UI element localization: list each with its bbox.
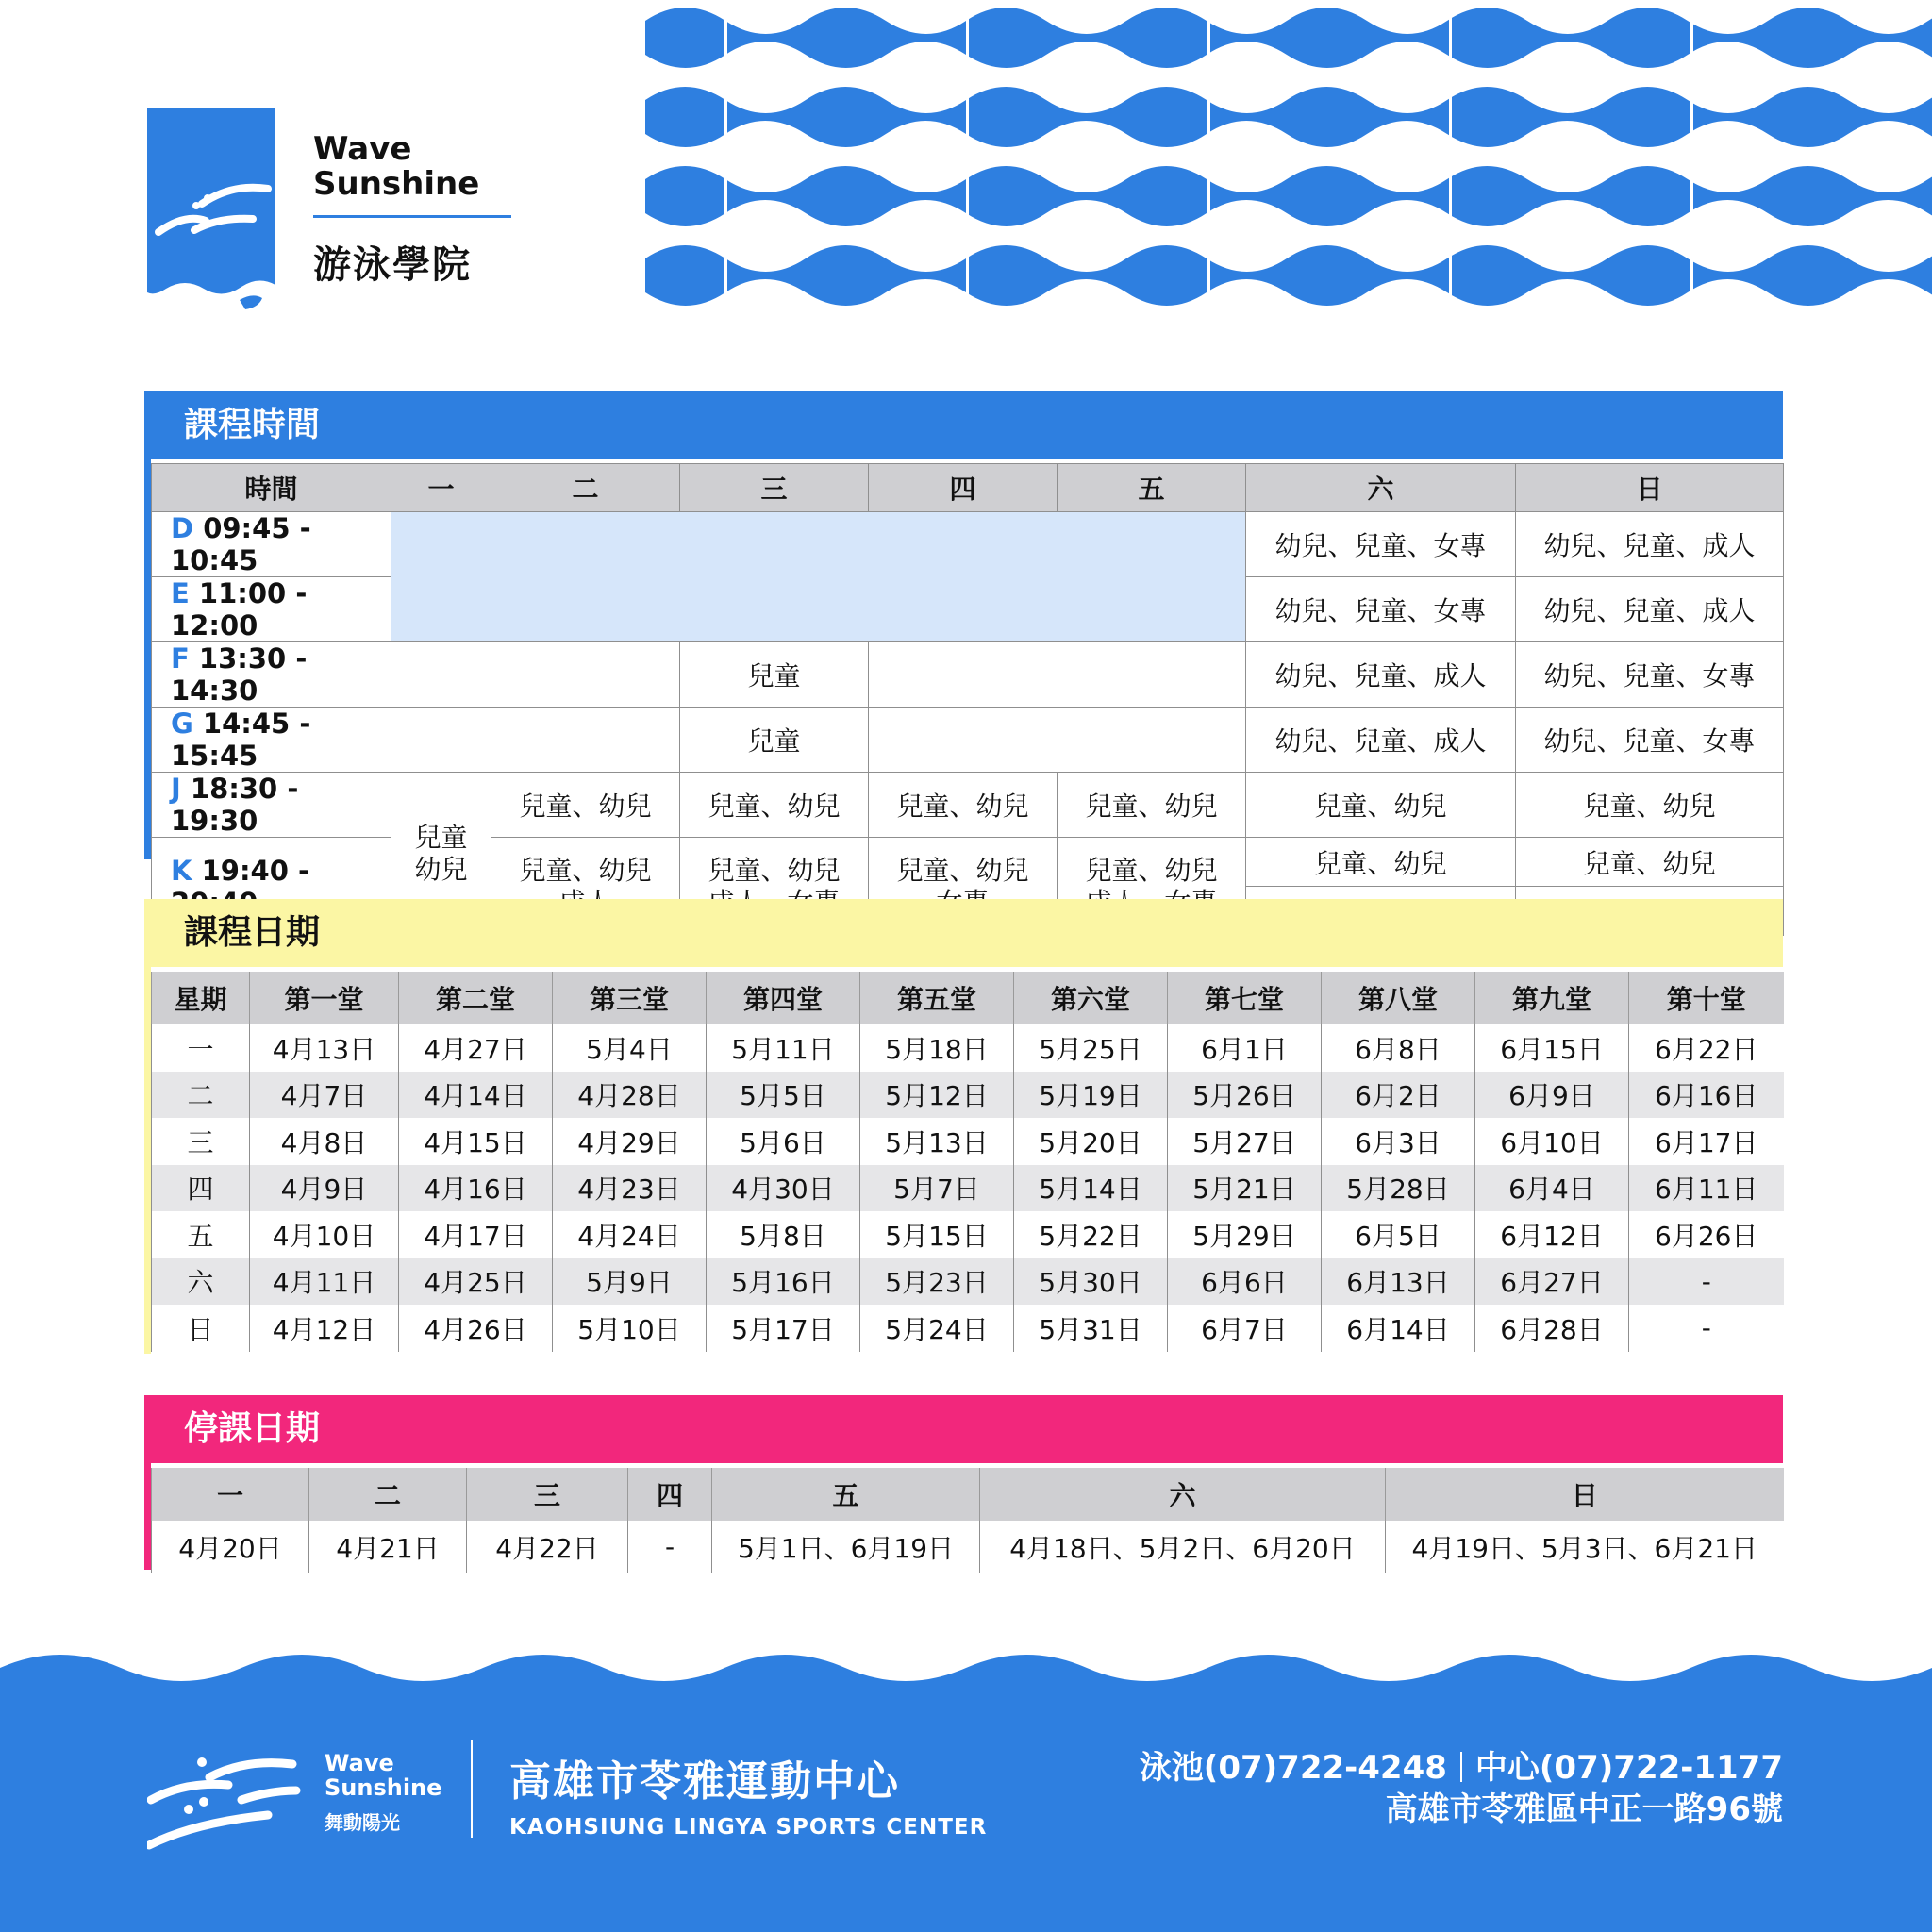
date-cell: 6月13日: [1322, 1258, 1475, 1306]
weekday-cell: 二: [152, 1072, 250, 1119]
date-cell: 4月24日: [553, 1211, 707, 1258]
date-cell: 6月1日: [1168, 1024, 1322, 1072]
date-cell: 5月14日: [1014, 1165, 1168, 1212]
slot-code: G: [171, 708, 193, 740]
schedule-header-time: 時間: [152, 464, 391, 512]
date-cell: 5月29日: [1168, 1211, 1322, 1258]
cell-line: 兒童: [414, 822, 468, 853]
date-cell: 5月7日: [860, 1165, 1014, 1212]
dates-header: 第一堂: [250, 972, 399, 1024]
date-cell: 5月18日: [860, 1024, 1014, 1072]
date-cell: 4月13日: [250, 1024, 399, 1072]
date-cell: -: [1629, 1258, 1784, 1306]
cell-j-fri: 兒童、幼兒: [1058, 773, 1246, 838]
date-cell: 6月3日: [1322, 1118, 1475, 1165]
suspend-date-cell: 4月22日: [467, 1521, 628, 1573]
slot-time: 13:30 - 14:30: [171, 642, 308, 707]
brand-subtitle: 游泳學院: [313, 243, 472, 287]
brand-name-line2: Sunshine: [313, 165, 480, 203]
cell-k-sat: 兒童、幼兒: [1246, 838, 1516, 887]
cell-j-tue: 兒童、幼兒: [491, 773, 680, 838]
date-cell: 4月10日: [250, 1211, 399, 1258]
date-cell: 5月25日: [1014, 1024, 1168, 1072]
date-cell: 5月5日: [707, 1072, 860, 1119]
schedule-table: [151, 463, 1784, 936]
phone-line: [1140, 1747, 1783, 1789]
date-cell: 5月20日: [1014, 1118, 1168, 1165]
cell-line: 兒童、幼兒: [708, 854, 841, 886]
date-cell: 6月11日: [1629, 1165, 1784, 1212]
suspend-section-title: 停課日期: [144, 1395, 1783, 1463]
suspend-left-stripe: [144, 1463, 151, 1570]
schedule-header-tue: 二: [491, 464, 680, 512]
suspend-date-cell: 5月1日、6月19日: [712, 1521, 980, 1573]
slot-time: 18:30 - 19:30: [171, 773, 299, 837]
suspend-header: 四: [628, 1468, 712, 1521]
weekday-no-class-block: [391, 512, 1246, 642]
cell-f-mon-tue: [391, 642, 680, 708]
dates-header: 第六堂: [1014, 972, 1168, 1024]
suspend-date-cell: 4月19日、5月3日、6月21日: [1386, 1521, 1784, 1573]
schedule-header-sun: 日: [1516, 464, 1784, 512]
schedule-header-wed: 三: [680, 464, 869, 512]
date-cell: 5月26日: [1168, 1072, 1322, 1119]
cell-f-thu-fri: [869, 642, 1246, 708]
schedule-row-f: [152, 642, 1784, 708]
date-cell: 6月8日: [1322, 1024, 1475, 1072]
table-row: [152, 1211, 1784, 1258]
date-cell: 4月7日: [250, 1072, 399, 1119]
schedule-row-j: [152, 773, 1784, 838]
phone-divider: [1460, 1752, 1462, 1782]
dates-header: 第五堂: [860, 972, 1014, 1024]
date-cell: 5月23日: [860, 1258, 1014, 1306]
date-cell: 5月12日: [860, 1072, 1014, 1119]
dates-header: 星期: [152, 972, 250, 1024]
date-cell: 4月8日: [250, 1118, 399, 1165]
wave-sunshine-logo-icon: [147, 108, 275, 317]
date-cell: 5月9日: [553, 1258, 707, 1306]
slot-time: 11:00 - 12:00: [171, 577, 308, 641]
footer-brand-line1: Wave: [325, 1750, 394, 1776]
brand-name-line1: Wave: [313, 130, 412, 168]
date-cell: -: [1629, 1305, 1784, 1352]
address: 高雄市苓雅區中正一路96號: [1385, 1790, 1783, 1828]
time-slot-j: [152, 773, 391, 838]
footer-center-name: [509, 1747, 987, 1840]
cell-j-wed: 兒童、幼兒: [680, 773, 869, 838]
cell-line: 兒童、幼兒: [519, 854, 652, 886]
date-cell: 5月24日: [860, 1305, 1014, 1352]
dates-header: 第十堂: [1629, 972, 1784, 1024]
date-cell: 6月14日: [1322, 1305, 1475, 1352]
date-cell: 6月2日: [1322, 1072, 1475, 1119]
suspend-date-cell: -: [628, 1521, 712, 1573]
cell-g-sun: 幼兒、兒童、女專: [1516, 708, 1784, 773]
date-cell: 6月10日: [1475, 1118, 1629, 1165]
cell-j-thu: 兒童、幼兒: [869, 773, 1058, 838]
suspend-header: 三: [467, 1468, 628, 1521]
table-row: [152, 1258, 1784, 1306]
wave-pattern: [645, 0, 1932, 315]
table-row: [152, 1118, 1784, 1165]
date-cell: 5月21日: [1168, 1165, 1322, 1212]
time-slot-f: [152, 642, 391, 708]
dates-header: 第二堂: [399, 972, 553, 1024]
cell-j-sat: 兒童、幼兒: [1246, 773, 1516, 838]
date-cell: 5月16日: [707, 1258, 860, 1306]
dates-table: [151, 972, 1784, 1352]
date-cell: 5月10日: [553, 1305, 707, 1352]
date-cell: 6月26日: [1629, 1211, 1784, 1258]
table-row: [152, 1521, 1784, 1573]
date-cell: 5月22日: [1014, 1211, 1168, 1258]
date-cell: 6月15日: [1475, 1024, 1629, 1072]
suspend-header: 五: [712, 1468, 980, 1521]
cell-k-sun: 兒童、幼兒: [1516, 838, 1784, 887]
date-cell: 4月14日: [399, 1072, 553, 1119]
weekday-cell: 三: [152, 1118, 250, 1165]
suspend-header: 一: [152, 1468, 309, 1521]
center-name-zh: 高雄市苓雅運動中心: [509, 1757, 900, 1806]
center-name-en: KAOHSIUNG LINGYA SPORTS CENTER: [509, 1815, 988, 1840]
suspend-header: 六: [980, 1468, 1386, 1521]
cell-f-sat: 幼兒、兒童、成人: [1246, 642, 1516, 708]
date-cell: 4月23日: [553, 1165, 707, 1212]
weekday-cell: 五: [152, 1211, 250, 1258]
schedule-header-fri: 五: [1058, 464, 1246, 512]
dates-header: 第三堂: [553, 972, 707, 1024]
footer-contact: [1140, 1747, 1783, 1830]
date-cell: 6月7日: [1168, 1305, 1322, 1352]
cell-line: 兒童、幼兒: [1085, 854, 1218, 886]
date-cell: 6月22日: [1629, 1024, 1784, 1072]
cell-g-thu-fri: [869, 708, 1246, 773]
schedule-row-d: [152, 512, 1784, 577]
center-phone: 中心(07)722-1177: [1474, 1749, 1783, 1787]
date-cell: 5月6日: [707, 1118, 860, 1165]
date-cell: 6月28日: [1475, 1305, 1629, 1352]
date-cell: 5月17日: [707, 1305, 860, 1352]
date-cell: 6月12日: [1475, 1211, 1629, 1258]
date-cell: 4月26日: [399, 1305, 553, 1352]
suspend-date-cell: 4月20日: [152, 1521, 309, 1573]
date-cell: 4月11日: [250, 1258, 399, 1306]
date-cell: 4月15日: [399, 1118, 553, 1165]
weekday-cell: 四: [152, 1165, 250, 1212]
cell-g-wed: 兒童: [680, 708, 869, 773]
cell-f-wed: 兒童: [680, 642, 869, 708]
suspend-header: 二: [309, 1468, 467, 1521]
slot-code: K: [171, 854, 192, 887]
cell-e-sun: 幼兒、兒童、成人: [1516, 577, 1784, 642]
cell-f-sun: 幼兒、兒童、女專: [1516, 642, 1784, 708]
date-cell: 4月27日: [399, 1024, 553, 1072]
cell-d-sun: 幼兒、兒童、成人: [1516, 512, 1784, 577]
date-cell: 5月28日: [1322, 1165, 1475, 1212]
weekday-cell: 一: [152, 1024, 250, 1072]
footer-brand-line2: Sunshine: [325, 1774, 442, 1801]
weekday-cell: 日: [152, 1305, 250, 1352]
slot-time: 14:45 - 15:45: [171, 708, 311, 772]
footer-logo-icon: [147, 1757, 302, 1851]
dates-left-stripe: [144, 967, 151, 1354]
suspend-header: 日: [1386, 1468, 1784, 1521]
dates-header: 第四堂: [707, 972, 860, 1024]
cell-g-mon-tue: [391, 708, 680, 773]
table-row: [152, 1305, 1784, 1352]
date-cell: 5月11日: [707, 1024, 860, 1072]
dates-header: 第九堂: [1475, 972, 1629, 1024]
cell-e-sat: 幼兒、兒童、女專: [1246, 577, 1516, 642]
date-cell: 6月6日: [1168, 1258, 1322, 1306]
pool-phone: 泳池(07)722-4248: [1139, 1749, 1447, 1787]
date-cell: 5月30日: [1014, 1258, 1168, 1306]
schedule-section-title: 課程時間: [144, 391, 1783, 459]
dates-section-title: 課程日期: [144, 899, 1783, 967]
date-cell: 4月30日: [707, 1165, 860, 1212]
date-cell: 6月16日: [1629, 1072, 1784, 1119]
schedule-header-row: [152, 464, 1784, 512]
cell-j-sun: 兒童、幼兒: [1516, 773, 1784, 838]
date-cell: 4月29日: [553, 1118, 707, 1165]
cell-g-sat: 幼兒、兒童、成人: [1246, 708, 1516, 773]
slot-code: E: [171, 577, 190, 609]
date-cell: 6月17日: [1629, 1118, 1784, 1165]
dates-header-row: [152, 972, 1784, 1024]
schedule-header-mon: 一: [391, 464, 491, 512]
suspend-header-row: [152, 1468, 1784, 1521]
date-cell: 4月17日: [399, 1211, 553, 1258]
time-slot-d: [152, 512, 391, 577]
date-cell: 4月28日: [553, 1072, 707, 1119]
brand-divider: [313, 215, 511, 218]
date-cell: 5月19日: [1014, 1072, 1168, 1119]
slot-time: 09:45 - 10:45: [171, 512, 311, 576]
footer-brand: [325, 1751, 441, 1835]
suspend-table: [151, 1468, 1784, 1573]
date-cell: 5月4日: [553, 1024, 707, 1072]
schedule-left-stripe: [144, 459, 151, 859]
weekday-cell: 六: [152, 1258, 250, 1306]
date-cell: 5月27日: [1168, 1118, 1322, 1165]
table-row: [152, 1165, 1784, 1212]
date-cell: 5月13日: [860, 1118, 1014, 1165]
footer-brand-zh: 舞動陽光: [325, 1811, 400, 1834]
suspend-date-cell: 4月18日、5月2日、6月20日: [980, 1521, 1386, 1573]
date-cell: 6月27日: [1475, 1258, 1629, 1306]
schedule-row-g: [152, 708, 1784, 773]
date-cell: 5月31日: [1014, 1305, 1168, 1352]
time-slot-e: [152, 577, 391, 642]
date-cell: 4月9日: [250, 1165, 399, 1212]
schedule-header-sat: 六: [1246, 464, 1516, 512]
cell-d-sat: 幼兒、兒童、女專: [1246, 512, 1516, 577]
date-cell: 4月12日: [250, 1305, 399, 1352]
date-cell: 4月16日: [399, 1165, 553, 1212]
table-row: [152, 1024, 1784, 1072]
time-slot-g: [152, 708, 391, 773]
suspend-date-cell: 4月21日: [309, 1521, 467, 1573]
dates-header: 第八堂: [1322, 972, 1475, 1024]
date-cell: 6月9日: [1475, 1072, 1629, 1119]
slot-code: F: [171, 642, 190, 675]
date-cell: 6月4日: [1475, 1165, 1629, 1212]
date-cell: 4月25日: [399, 1258, 553, 1306]
dates-header: 第七堂: [1168, 972, 1322, 1024]
table-row: [152, 1072, 1784, 1119]
slot-time: 19:40 -: [201, 854, 310, 887]
slot-code: J: [171, 773, 181, 805]
brand-block: [313, 132, 511, 289]
date-cell: 5月8日: [707, 1211, 860, 1258]
slot-code: D: [171, 512, 194, 544]
date-cell: 6月5日: [1322, 1211, 1475, 1258]
schedule-header-thu: 四: [869, 464, 1058, 512]
footer-divider: [471, 1740, 473, 1838]
cell-line: 兒童、幼兒: [896, 854, 1029, 886]
cell-line: 幼兒: [414, 854, 468, 885]
date-cell: 5月15日: [860, 1211, 1014, 1258]
